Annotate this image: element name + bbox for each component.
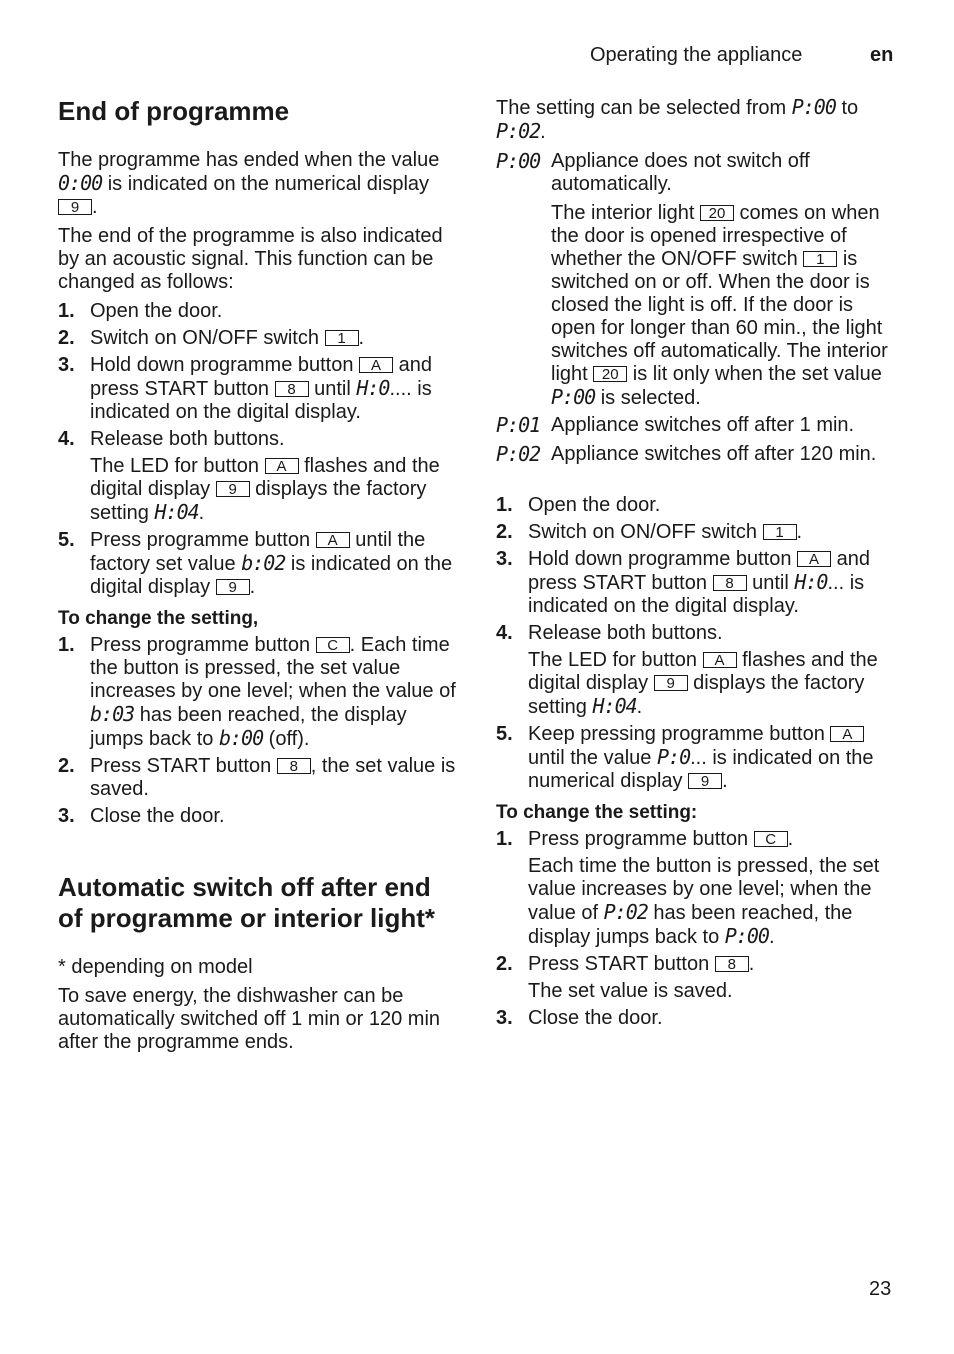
key-label: 8 [275, 381, 309, 397]
key-label: 9 [216, 579, 250, 595]
key-label: A [703, 652, 737, 668]
text: . [198, 502, 205, 524]
option-item [496, 443, 896, 466]
step-note [496, 649, 896, 719]
option-code: P:00 [496, 149, 541, 173]
display-value: b:00 [218, 726, 264, 750]
key-label: 8 [715, 956, 749, 972]
display-value: P:00 [551, 385, 596, 409]
running-header-language: en [870, 44, 894, 66]
display-value: 0:00 [58, 171, 103, 195]
text: Switch on ON/OFF switch [528, 521, 763, 543]
step-text [528, 953, 896, 976]
step-text [528, 723, 896, 793]
list-item [58, 327, 458, 350]
text: is indicated on the numerical display [102, 173, 430, 195]
text: until [308, 378, 357, 400]
list-item [58, 354, 458, 424]
step-note: The set value is saved. [528, 980, 733, 1002]
text: until the factory set value [90, 529, 426, 575]
text: Switch on ON/OFF switch [90, 327, 325, 349]
option-note [496, 202, 896, 410]
key-label: A [316, 532, 350, 548]
list-item [58, 300, 458, 323]
text: ... is indicated on the digital display. [528, 572, 865, 617]
key-label: 1 [803, 251, 837, 267]
key-label: A [830, 726, 864, 742]
text: Press START button [90, 755, 277, 777]
display-value: H:0 [356, 376, 390, 400]
text: displays the factory setting [528, 672, 865, 718]
step-text: Close the door. [528, 1007, 663, 1029]
step-number: 1. [58, 300, 75, 322]
text: (off). [263, 728, 310, 750]
text: has been reached, the display jumps back to [90, 704, 407, 750]
text: . [358, 327, 365, 349]
text: comes on when the door is opened irrespective of whether the ON/OFF switch [551, 202, 880, 270]
display-value: b:02 [241, 551, 286, 575]
paragraph-save-energy: To save energy, the dishwasher can be automatically switched off 1 min or 120 min after the programme ends. [58, 985, 441, 1053]
text: Each time the button is pressed, the set value increases by one level; when the value of [528, 855, 880, 924]
footnote-depending-on-model: * depending on model [58, 956, 253, 978]
subheading-change-setting: To change the setting, [58, 608, 259, 629]
step-number: 1. [58, 634, 75, 656]
text: . [636, 696, 643, 718]
text: Press programme button [90, 529, 316, 551]
step-number: 5. [58, 529, 75, 551]
step-number: 4. [496, 622, 513, 644]
text: . [768, 926, 775, 948]
step-number: 1. [496, 494, 513, 516]
text: The setting can be selected from [496, 97, 792, 119]
right-column [496, 96, 896, 1034]
key-label: 9 [216, 481, 250, 497]
option-item [496, 414, 896, 437]
text: Keep pressing programme button [528, 723, 831, 745]
text: and press START button [528, 548, 870, 594]
subheading-change-setting: To change the setting: [496, 802, 698, 823]
text: . [92, 196, 98, 218]
left-column [58, 96, 458, 1054]
option-text: Appliance switches off after 120 min. [551, 443, 877, 465]
step-text: Open the door. [90, 300, 223, 322]
list-item [496, 622, 896, 645]
key-label: 9 [688, 773, 722, 789]
list-item [58, 634, 458, 751]
display-value: P:0 [656, 745, 691, 769]
text: The programme has ended when the value [58, 149, 440, 171]
step-number: 3. [58, 354, 75, 376]
text: The LED for button [90, 455, 265, 477]
step-number: 3. [58, 805, 75, 827]
list-item [496, 1007, 896, 1030]
step-number: 2. [496, 953, 513, 975]
text: , the set value is saved. [90, 755, 456, 800]
step-number: 3. [496, 548, 513, 570]
step-text: Open the door. [528, 494, 661, 516]
step-number: 5. [496, 723, 513, 745]
text: until the value [528, 747, 657, 769]
display-value: H:0 [794, 570, 828, 594]
display-value: b:03 [90, 702, 135, 726]
key-label: 8 [713, 575, 747, 591]
text: . [249, 576, 256, 598]
display-value: P:00 [724, 924, 769, 948]
step-text [90, 327, 458, 350]
option-item [496, 150, 896, 196]
text: is switched on or off. When the door is closed the light is off. If the door is open for longer than 60 min., the light switches off automatically. The interior light [551, 248, 888, 385]
list-item [58, 529, 458, 599]
list-item [496, 494, 896, 517]
option-code: P:01 [496, 413, 541, 437]
list-item [496, 723, 896, 793]
step-number: 1. [496, 828, 513, 850]
text: Hold down programme button [528, 548, 798, 570]
text: to [835, 97, 859, 119]
list-item [58, 755, 458, 801]
text: is indicated on the digital display [90, 553, 453, 598]
list-item [496, 953, 896, 976]
list-item [58, 805, 458, 828]
list-item [496, 828, 896, 851]
step-text: Release both buttons. [90, 428, 285, 450]
step-text [90, 529, 458, 599]
step-number: 4. [58, 428, 75, 450]
paragraph-programme-ended [58, 149, 458, 219]
key-label: 8 [277, 758, 311, 774]
text: displays the factory setting [90, 478, 427, 524]
key-label: 1 [325, 330, 359, 346]
paragraph-acoustic-signal: The end of the programme is also indicated by an acoustic signal. This function can be changed as follows: [58, 225, 443, 293]
text: flashes and the digital display [528, 649, 878, 694]
display-value: H:04 [592, 694, 637, 718]
text: The interior light [551, 202, 700, 224]
step-text [90, 354, 458, 424]
step-note [496, 855, 896, 949]
text: is selected. [595, 387, 701, 409]
text: .... is indicated on the digital display. [90, 378, 432, 423]
key-label: A [265, 458, 299, 474]
text: . [748, 953, 755, 975]
step-number: 2. [58, 327, 75, 349]
option-code: P:02 [496, 442, 541, 466]
key-label: C [316, 637, 350, 653]
step-text [528, 521, 896, 544]
step-number: 2. [58, 755, 75, 777]
list-item [496, 521, 896, 544]
text: . [722, 770, 728, 792]
key-label: C [754, 831, 788, 847]
key-label: A [359, 357, 393, 373]
option-text: Appliance switches off after 1 min. [551, 414, 855, 436]
text: is lit only when the set value [627, 363, 882, 385]
display-value: H:04 [154, 500, 199, 524]
key-label: 20 [593, 366, 627, 382]
list-item [496, 548, 896, 618]
display-value: P:02 [496, 119, 541, 143]
running-header-section: Operating the appliance [590, 44, 803, 66]
text: Press START button [528, 953, 715, 975]
text: flashes and the digital display [90, 455, 440, 500]
step-note [58, 455, 458, 525]
heading-automatic-switch-off: Automatic switch off after end of programme or interior light* [58, 872, 436, 933]
list-item [58, 428, 458, 451]
display-value: P:00 [791, 95, 836, 119]
page-number: 23 [869, 1278, 892, 1300]
text: has been reached, the display jumps back to [528, 902, 853, 948]
text: . [787, 828, 794, 850]
text: . Each time the button is pressed, the set value increases by one level; when the value of [90, 634, 456, 702]
text: and press START button [90, 354, 432, 400]
text: Hold down programme button [90, 354, 360, 376]
text: until [746, 572, 795, 594]
key-label: 9 [58, 199, 92, 215]
heading-end-of-programme: End of programme [58, 96, 290, 126]
text: ... is indicated on the numerical display [528, 747, 874, 792]
step-text: Release both buttons. [528, 622, 723, 644]
step-text [528, 828, 896, 851]
key-label: 1 [763, 524, 797, 540]
step-text [528, 548, 896, 618]
text: Press programme button [90, 634, 316, 656]
text: . [540, 121, 546, 143]
text: Press programme button [528, 828, 754, 850]
step-number: 2. [496, 521, 513, 543]
step-number: 3. [496, 1007, 513, 1029]
step-text [90, 755, 458, 801]
display-value: P:02 [603, 900, 648, 924]
option-text: Appliance does not switch off automatically. [551, 150, 810, 195]
key-label: A [797, 551, 831, 567]
step-text: Close the door. [90, 805, 225, 827]
key-label: 20 [700, 205, 734, 221]
step-text [90, 634, 458, 751]
key-label: 9 [654, 675, 688, 691]
text: . [796, 521, 803, 543]
text: The LED for button [528, 649, 703, 671]
paragraph-setting-range [496, 96, 896, 144]
